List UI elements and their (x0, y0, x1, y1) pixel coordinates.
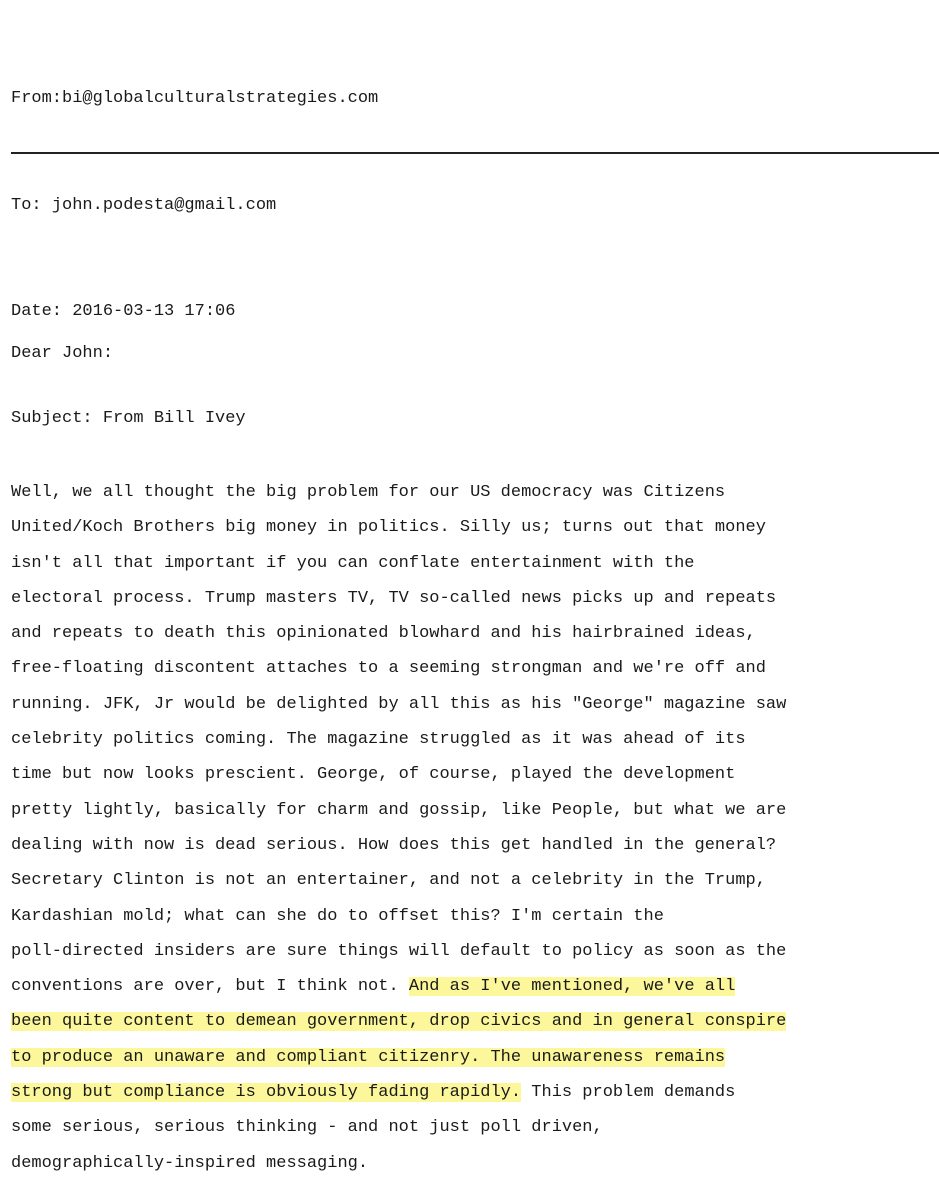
body-line (11, 616, 931, 651)
body-text-segment: Well, we all thought the big problem for our US democracy was Citizens (11, 483, 726, 502)
body-text-segment: Kardashian mold; what can she do to offset this? I'm certain the (11, 906, 664, 926)
highlighted-text: been quite content to demean government, drop civics and in general conspire (11, 1012, 787, 1032)
body-text-segment: celebrity politics coming. The magazine struggled as it was ahead of its (11, 730, 746, 750)
body-text-segment: free-floating discontent attaches to a seeming strongman and we're off and (11, 659, 766, 679)
body-line (11, 722, 931, 757)
body-line (11, 546, 931, 581)
body-text-segment: and repeats to death this opinionated blowhard and his hairbrained ideas, (11, 624, 756, 644)
body-line (11, 687, 931, 722)
body-text-segment: dealing with now is dead serious. How does this get handled in the general? (11, 835, 777, 855)
body-line (11, 828, 931, 863)
body-text-segment: isn't all that important if you can conflate entertainment with the (11, 553, 695, 573)
body-text-segment: conventions are over, but I think not. (11, 977, 409, 997)
salutation: Dear John: (11, 344, 114, 363)
body-text-segment: poll-directed insiders are sure things will default to policy as soon as the (11, 941, 787, 961)
body-line (11, 899, 931, 934)
header-divider (11, 152, 939, 154)
body-line (11, 475, 931, 510)
body-line (11, 1004, 931, 1039)
body-line (11, 969, 931, 1004)
body-line (11, 934, 931, 969)
body-line (11, 757, 931, 792)
email-header (11, 10, 378, 472)
body-text-segment: electoral process. Trump masters TV, TV so-called news picks up and repeats (11, 588, 777, 608)
body-line (11, 793, 931, 828)
body-line (11, 510, 931, 545)
body-text-segment: Secretary Clinton is not an entertainer, and not a celebrity in the Trump, (11, 871, 766, 891)
body-text-segment: United/Koch Brothers big money in politics. Silly us; turns out that money (11, 518, 766, 538)
body-line (11, 1110, 931, 1145)
body-line (11, 863, 931, 898)
body-line (11, 581, 931, 616)
body-text-segment: demographically-inspired messaging. (11, 1153, 369, 1173)
body-text-segment: some serious, serious thinking - and not just poll driven, (11, 1118, 603, 1138)
highlighted-text: strong but compliance is obviously fading rapidly. (11, 1083, 522, 1103)
subject-line: Subject: From Bill Ivey (11, 408, 246, 428)
body-line (11, 1146, 931, 1181)
body-text-segment: This problem demands (521, 1083, 736, 1103)
body-text-segment: running. JFK, Jr would be delighted by all this as his "George" magazine saw (11, 694, 787, 714)
date-line: Date: 2016-03-13 17:06 (11, 302, 236, 321)
body-line (11, 1040, 931, 1075)
email-body (11, 475, 931, 1181)
body-text-segment: pretty lightly, basically for charm and gossip, like People, but what we are (11, 800, 787, 820)
highlighted-text: And as I've mentioned, we've all (408, 977, 736, 997)
from-line: From:bi@globalculturalstrategies.com (11, 89, 379, 108)
highlighted-text: to produce an unaware and compliant citizenry. The unawareness remains (11, 1047, 726, 1067)
body-text-segment: time but now looks prescient. George, of course, played the development (11, 765, 736, 785)
to-line: To: john.podesta@gmail.com (11, 195, 277, 215)
body-line (11, 651, 931, 686)
body-line (11, 1075, 931, 1110)
